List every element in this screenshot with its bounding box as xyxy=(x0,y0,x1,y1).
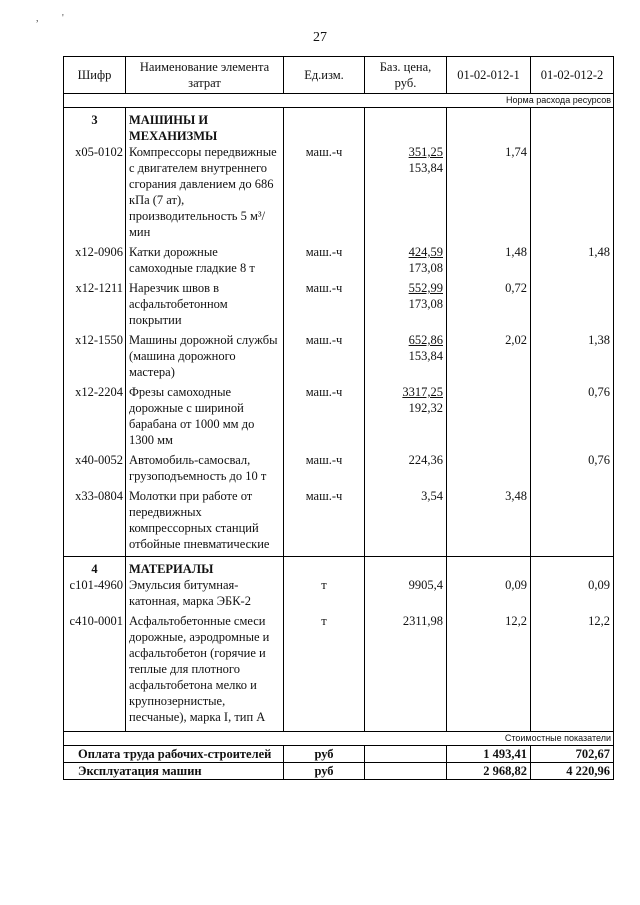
price-value: 9905,4 xyxy=(408,578,443,592)
resource-unit: маш.-ч xyxy=(284,240,365,276)
total-col1: 1 493,41 xyxy=(447,746,531,763)
resource-name: Эмульсия битумная-катонная, марка ЭБК-2 xyxy=(126,577,284,609)
resource-price xyxy=(365,328,447,380)
section-number: 3 xyxy=(64,108,126,145)
price-wage-value: 192,32 xyxy=(408,401,443,415)
section-number: 4 xyxy=(64,557,126,578)
resource-name: Компрессоры передвижные с двигателем внутреннего сгорания давлением до 686 кПа (7 ат), производительность 5 м³/мин xyxy=(126,144,284,240)
total-price xyxy=(365,746,447,763)
norm-value-col1: 2,02 xyxy=(447,328,531,380)
totals-body xyxy=(64,746,614,780)
resource-price xyxy=(365,240,447,276)
price-wage-value: 173,08 xyxy=(408,261,443,275)
resource-code: х33-0804 xyxy=(64,484,126,557)
empty-cell xyxy=(531,557,614,578)
resource-table xyxy=(63,56,614,780)
resource-name: Асфальтобетонные смеси дорожные, аэродромные и асфальтобетон (горячие и теплые для плотного асфальтобетона мелко и крупнозернистые, песчаные), марка I, тип А xyxy=(126,609,284,732)
empty-cell xyxy=(365,557,447,578)
stoim-label-row xyxy=(64,732,614,746)
header-price: Баз. цена, руб. xyxy=(365,57,447,94)
stoim-label: Стоимостные показатели xyxy=(64,732,614,746)
resource-code: х40-0052 xyxy=(64,448,126,484)
total-col2: 702,67 xyxy=(531,746,614,763)
resource-price xyxy=(365,448,447,484)
resource-code: х12-0906 xyxy=(64,240,126,276)
empty-cell xyxy=(284,108,365,145)
norm-value-col2 xyxy=(531,276,614,328)
norm-value-col1: 1,74 xyxy=(447,144,531,240)
norm-value-col1: 0,72 xyxy=(447,276,531,328)
total-row xyxy=(64,763,614,780)
resource-name: Фрезы самоходные дорожные с шириной барабана от 1000 мм до 1300 мм xyxy=(126,380,284,448)
section-row xyxy=(64,557,614,578)
table-row xyxy=(64,577,614,609)
scan-mark-right: ' xyxy=(62,13,64,24)
resource-name: Нарезчик швов в асфальтобетонном покрытии xyxy=(126,276,284,328)
price-value: 351,25 xyxy=(408,145,443,159)
table-row xyxy=(64,240,614,276)
price-value: 3317,25 xyxy=(402,385,443,399)
empty-cell xyxy=(531,108,614,145)
norm-value-col2: 0,76 xyxy=(531,448,614,484)
table-row xyxy=(64,609,614,732)
resource-unit: т xyxy=(284,609,365,732)
section-row xyxy=(64,108,614,145)
header-name: Наименование элемента затрат xyxy=(126,57,284,94)
resource-unit: маш.-ч xyxy=(284,448,365,484)
price-wage-value: 153,84 xyxy=(408,349,443,363)
total-row xyxy=(64,746,614,763)
norm-value-col2 xyxy=(531,484,614,557)
empty-cell xyxy=(365,108,447,145)
total-price xyxy=(365,763,447,780)
empty-cell xyxy=(447,108,531,145)
table-row xyxy=(64,276,614,328)
resource-code: х12-1550 xyxy=(64,328,126,380)
resource-price xyxy=(365,144,447,240)
resource-code: х05-0102 xyxy=(64,144,126,240)
norm-value-col2: 0,09 xyxy=(531,577,614,609)
norm-value-col1: 12,2 xyxy=(447,609,531,732)
norm-value-col2: 0,76 xyxy=(531,380,614,448)
header-col2: 01-02-012-2 xyxy=(531,57,614,94)
price-value: 652,86 xyxy=(408,333,443,347)
total-unit: руб xyxy=(284,763,365,780)
norm-value-col1: 0,09 xyxy=(447,577,531,609)
resource-price xyxy=(365,577,447,609)
table-row xyxy=(64,484,614,557)
resource-name: Автомобиль-самосвал, грузоподъемность до 10 т xyxy=(126,448,284,484)
price-value: 224,36 xyxy=(408,453,443,467)
total-col1: 2 968,82 xyxy=(447,763,531,780)
page-number: 27 xyxy=(313,30,327,45)
resource-name: Молотки при работе от передвижных компрессорных станций отбойные пневматические xyxy=(126,484,284,557)
empty-cell xyxy=(447,557,531,578)
scan-mark-left: , xyxy=(36,13,39,24)
resource-code: с410-0001 xyxy=(64,609,126,732)
resource-code: с101-4960 xyxy=(64,577,126,609)
norm-value-col2 xyxy=(531,144,614,240)
norm-value-col1 xyxy=(447,380,531,448)
resource-price xyxy=(365,484,447,557)
section-title: МАТЕРИАЛЫ xyxy=(126,557,284,578)
norm-value-col2: 1,38 xyxy=(531,328,614,380)
resource-unit: маш.-ч xyxy=(284,328,365,380)
resource-unit: т xyxy=(284,577,365,609)
total-col2: 4 220,96 xyxy=(531,763,614,780)
section-title: МАШИНЫ И МЕХАНИЗМЫ xyxy=(126,108,284,145)
table-row xyxy=(64,448,614,484)
price-wage-value: 173,08 xyxy=(408,297,443,311)
header-unit: Ед.изм. xyxy=(284,57,365,94)
total-name: Оплата труда рабочих-строителей xyxy=(64,746,284,763)
norm-value-col2: 12,2 xyxy=(531,609,614,732)
resource-name: Катки дорожные самоходные гладкие 8 т xyxy=(126,240,284,276)
total-name: Эксплуатация машин xyxy=(64,763,284,780)
norm-value-col2: 1,48 xyxy=(531,240,614,276)
resource-unit: маш.-ч xyxy=(284,380,365,448)
norm-value-col1: 1,48 xyxy=(447,240,531,276)
resource-code: х12-2204 xyxy=(64,380,126,448)
resource-price xyxy=(365,380,447,448)
price-value: 552,99 xyxy=(408,281,443,295)
resource-unit: маш.-ч xyxy=(284,276,365,328)
table-header-row xyxy=(64,57,614,94)
items-body xyxy=(64,108,614,732)
table-row xyxy=(64,328,614,380)
norm-value-col1: 3,48 xyxy=(447,484,531,557)
price-value: 2311,98 xyxy=(402,614,443,628)
price-wage-value: 153,84 xyxy=(408,161,443,175)
resource-price xyxy=(365,609,447,732)
norm-value-col1 xyxy=(447,448,531,484)
resource-unit: маш.-ч xyxy=(284,144,365,240)
total-unit: руб xyxy=(284,746,365,763)
resource-unit: маш.-ч xyxy=(284,484,365,557)
table-row xyxy=(64,144,614,240)
norm-label-row xyxy=(64,94,614,108)
resource-price xyxy=(365,276,447,328)
table-row xyxy=(64,380,614,448)
resource-name: Машины дорожной службы (машина дорожного мастера) xyxy=(126,328,284,380)
resource-code: х12-1211 xyxy=(64,276,126,328)
norm-label: Норма расхода ресурсов xyxy=(64,94,614,108)
header-col1: 01-02-012-1 xyxy=(447,57,531,94)
price-value: 3,54 xyxy=(421,489,443,503)
price-value: 424,59 xyxy=(408,245,443,259)
header-code: Шифр xyxy=(64,57,126,94)
empty-cell xyxy=(284,557,365,578)
